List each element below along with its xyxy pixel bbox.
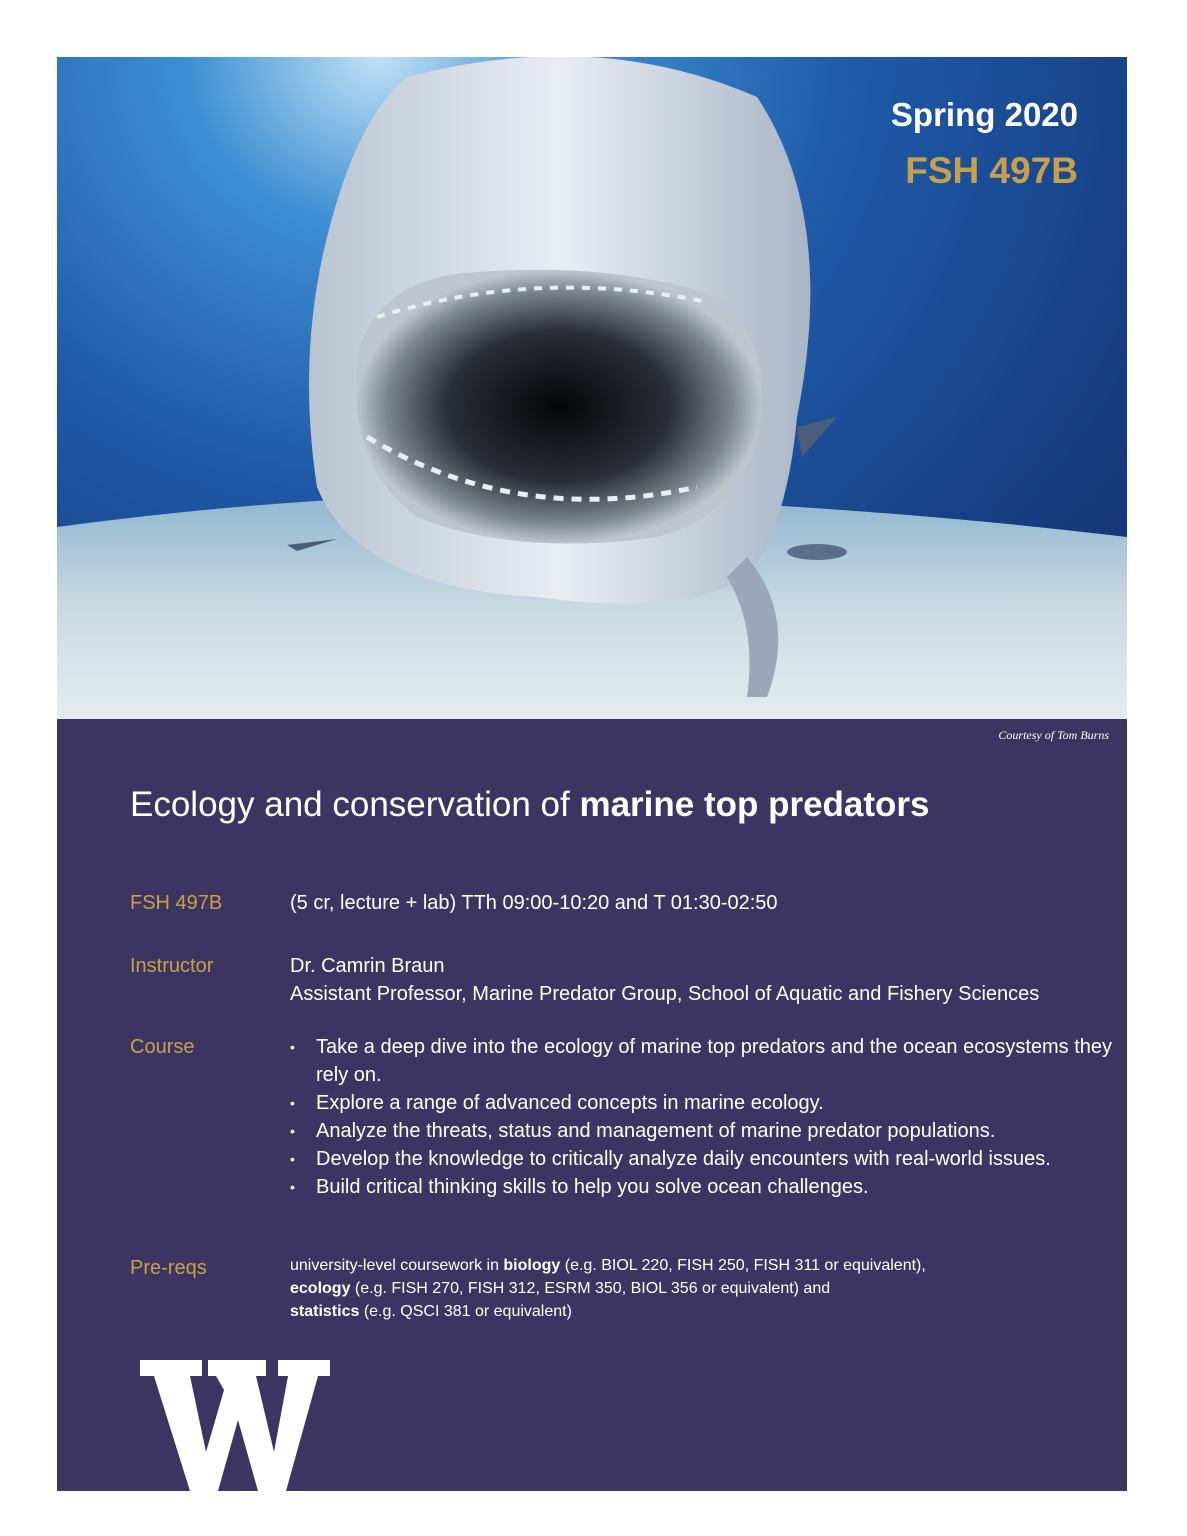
instructor-name: Dr. Camrin Braun [290, 955, 445, 977]
list-item: • Build critical thinking skills to help you solve ocean challenges. [290, 1173, 1120, 1201]
prereq-label: Pre-reqs [130, 1257, 207, 1279]
prereq-statistics: statistics [290, 1303, 360, 1320]
course-code-label: FSH 497B [130, 892, 223, 914]
shark-photo [57, 57, 1127, 719]
prereq-biology-detail: (e.g. BIOL 220, FISH 250, FISH 311 or equivalent), [560, 1257, 926, 1274]
season-label: Spring 2020 [890, 96, 1078, 133]
course-value [290, 1033, 1120, 1201]
course-list [290, 1033, 1120, 1201]
prereq-value [290, 1254, 1120, 1323]
course-code-header: FSH 497B [905, 150, 1078, 191]
instructor-label: Instructor [130, 955, 214, 977]
prereq-line-3 [290, 1300, 1120, 1323]
prereq-line-2 [290, 1277, 1120, 1300]
instructor-value [290, 952, 1120, 1008]
course-label: Course [130, 1036, 195, 1058]
photo-credit: Courtesy of Tom Burns [998, 728, 1109, 742]
prereq-statistics-detail: (e.g. QSCI 381 or equivalent) [359, 1303, 572, 1320]
title-bold: marine top predators [579, 785, 930, 824]
prereq-ecology-detail: (e.g. FISH 270, FISH 312, ESRM 350, BIOL 356 or equivalent) and [350, 1280, 831, 1297]
page-title [130, 783, 930, 827]
list-item: • Explore a range of advanced concepts in marine ecology. [290, 1089, 1120, 1117]
course-code-value: (5 cr, lecture + lab) TTh 09:00-10:20 and T 01:30-02:50 [290, 892, 778, 914]
uw-w-logo-icon [140, 1360, 330, 1491]
list-item: • Take a deep dive into the ecology of marine top predators and the ocean ecosystems they rely on. [290, 1033, 1120, 1089]
poster [57, 57, 1127, 1491]
prereq-ecology: ecology [290, 1280, 351, 1297]
list-item: • Analyze the threats, status and management of marine predator populations. [290, 1117, 1120, 1145]
prereq-biology: biology [503, 1257, 561, 1274]
title-normal: Ecology and conservation of [130, 785, 580, 824]
instructor-title: Assistant Professor, Marine Predator Group, School of Aquatic and Fishery Sciences [290, 983, 1040, 1005]
prereq-intro: university-level coursework in [290, 1257, 504, 1274]
list-item: • Develop the knowledge to critically analyze daily encounters with real-world issues. [290, 1145, 1120, 1173]
prereq-line-1 [290, 1254, 1120, 1277]
